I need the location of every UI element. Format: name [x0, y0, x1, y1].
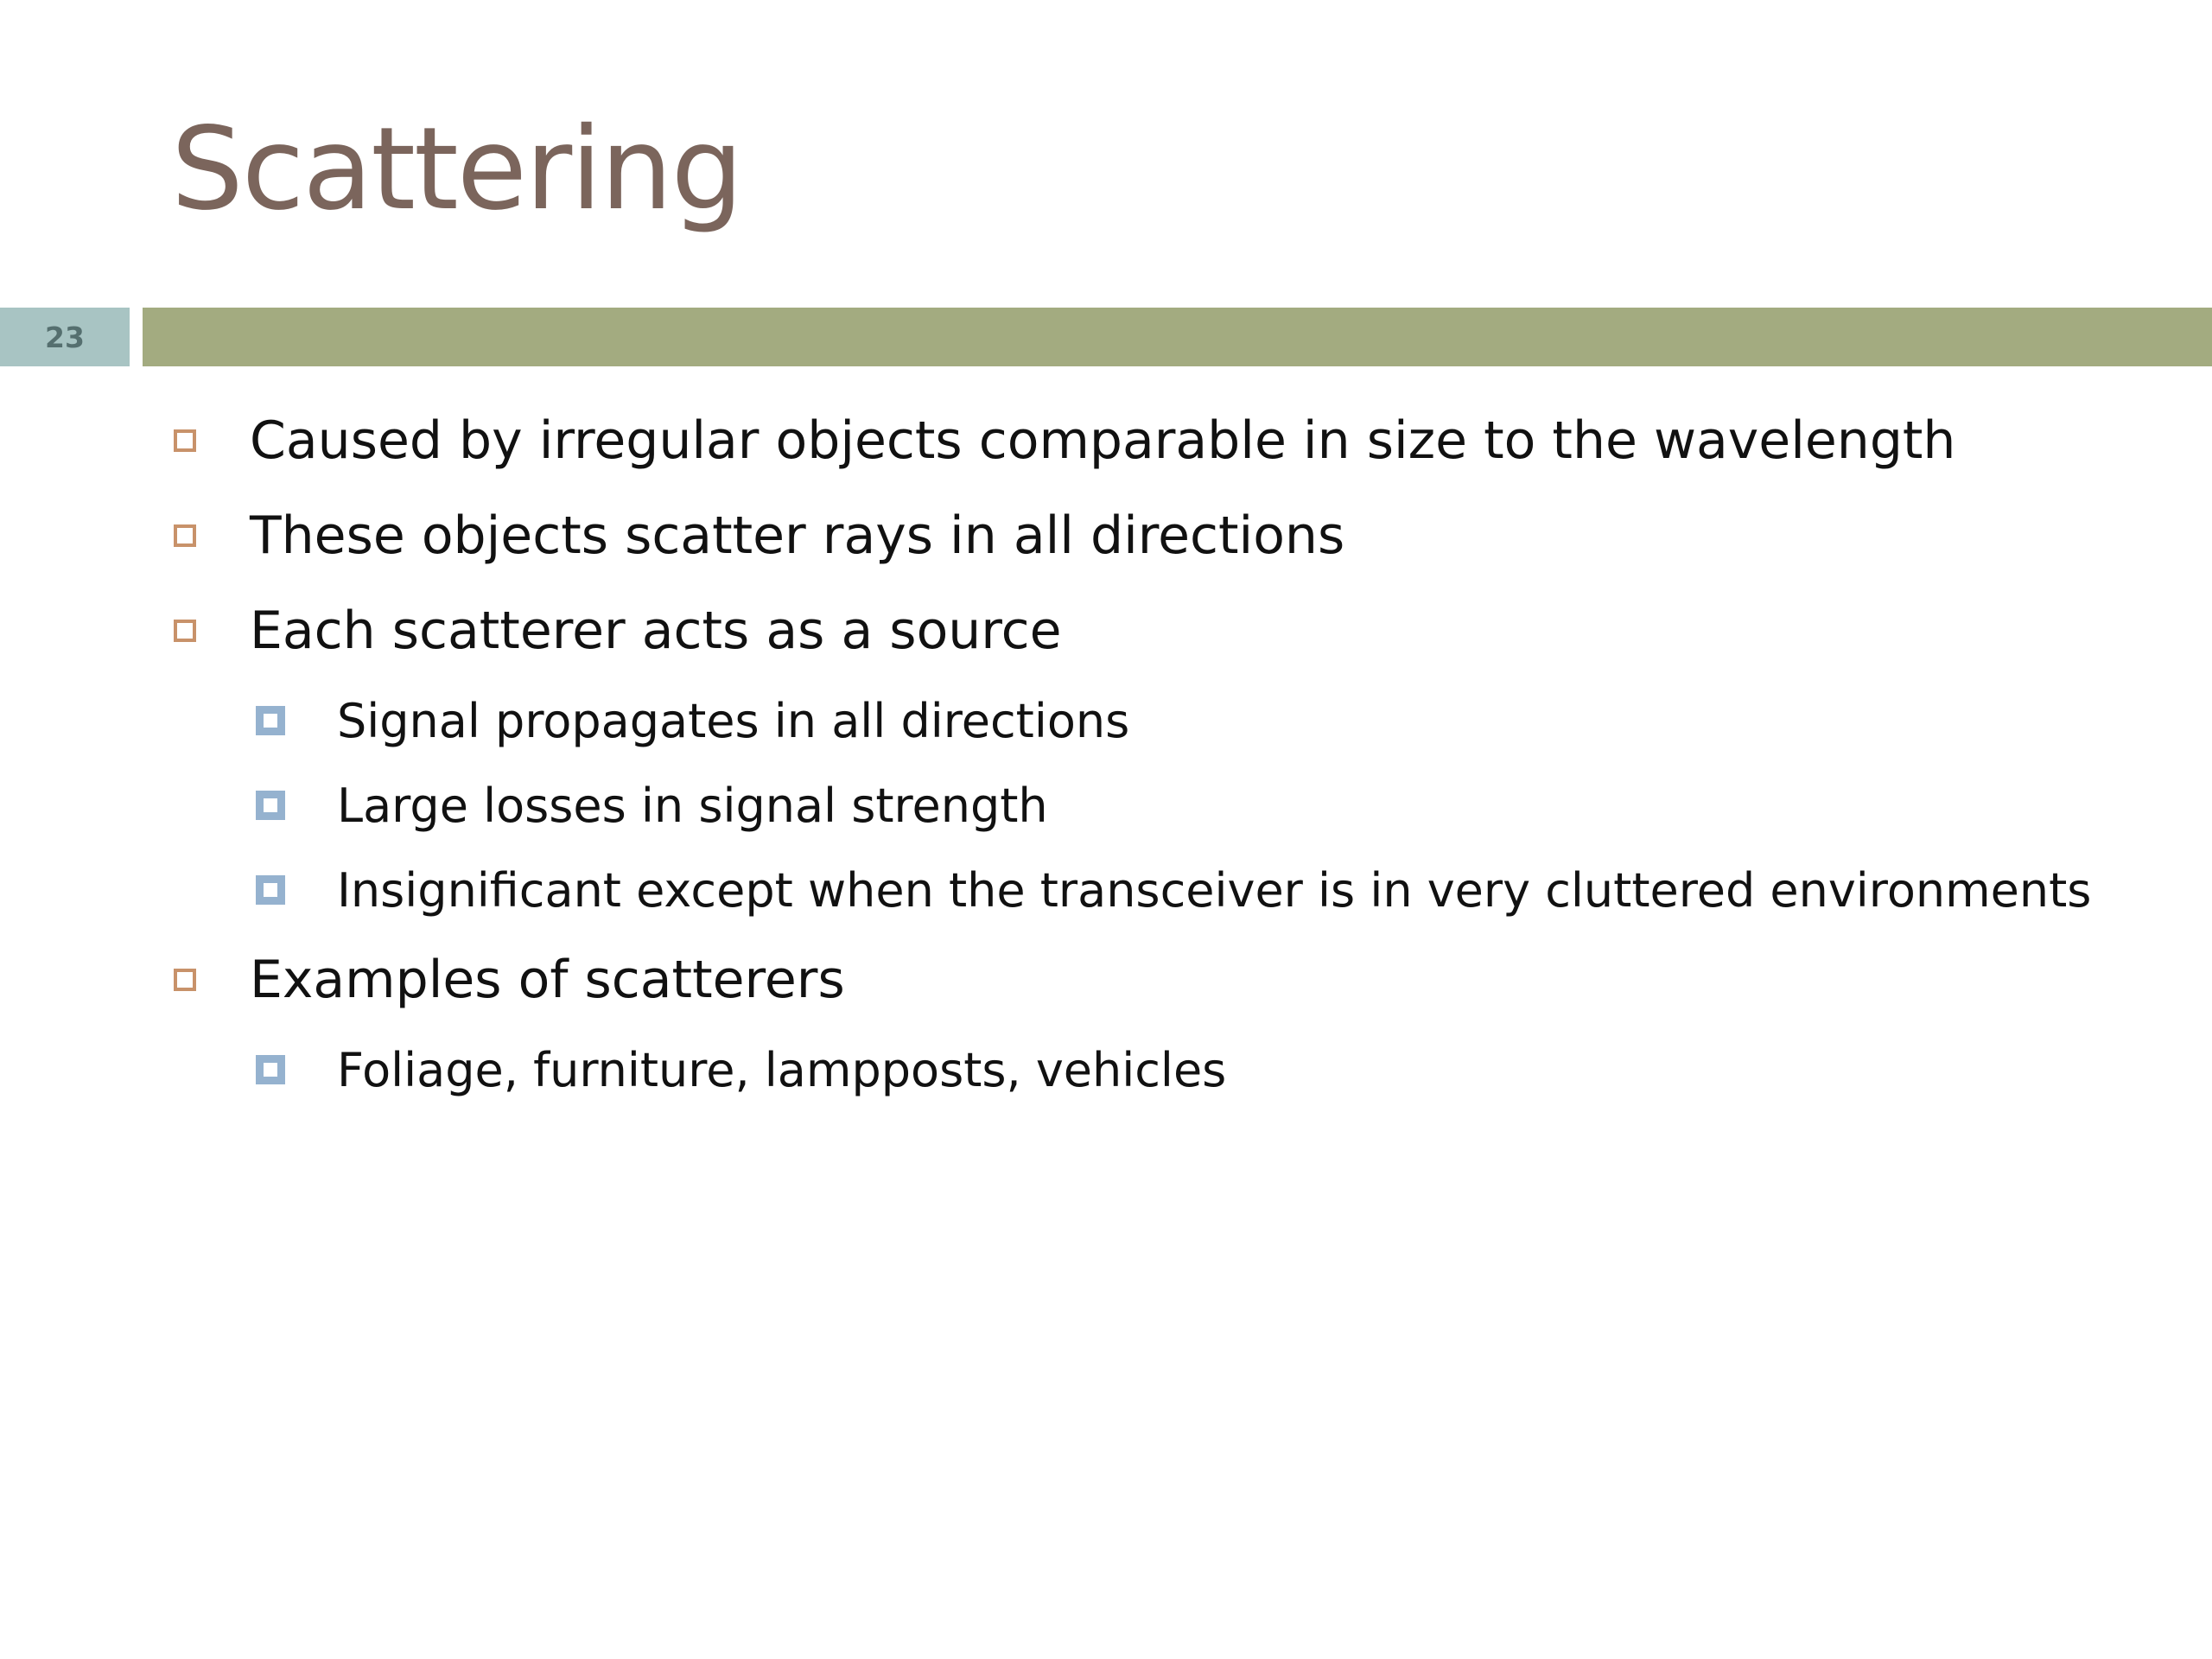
sub-bullet-text: Foliage, furniture, lampposts, vehicles	[337, 1042, 1227, 1097]
square-sub-bullet-icon	[256, 875, 285, 905]
sub-bullet-item	[171, 678, 2184, 763]
bullet-text: Each scatterer acts as a source	[250, 601, 1062, 661]
bullet-text: These objects scatter rays in all directions	[250, 505, 1345, 566]
hollow-square-bullet-icon	[174, 429, 196, 452]
slide-number-box	[0, 308, 130, 366]
bullet-list	[171, 393, 2184, 1112]
bullet-item	[171, 393, 2184, 488]
hollow-square-bullet-icon	[174, 524, 196, 547]
sub-bullet-item	[171, 763, 2184, 848]
slide-title: Scattering	[171, 103, 742, 236]
bullet-text: Examples of scatterers	[250, 950, 845, 1010]
slide-number: 23	[45, 320, 85, 354]
sub-bullet-text: Insignificant except when the transceiver is in very cluttered environments	[337, 862, 2092, 918]
square-sub-bullet-icon	[256, 706, 285, 735]
sub-bullet-text: Large losses in signal strength	[337, 778, 1048, 833]
title-divider-bar	[143, 308, 2212, 366]
bullet-item	[171, 583, 2184, 678]
square-sub-bullet-icon	[256, 791, 285, 820]
hollow-square-bullet-icon	[174, 969, 196, 991]
bullet-text: Caused by irregular objects comparable in size to the wavelength	[250, 410, 1956, 471]
bullet-item	[171, 932, 2184, 1027]
sub-bullet-item	[171, 848, 2184, 932]
square-sub-bullet-icon	[256, 1055, 285, 1084]
sub-bullet-item	[171, 1027, 2184, 1112]
bullet-item	[171, 488, 2184, 583]
hollow-square-bullet-icon	[174, 620, 196, 642]
sub-bullet-text: Signal propagates in all directions	[337, 693, 1130, 748]
